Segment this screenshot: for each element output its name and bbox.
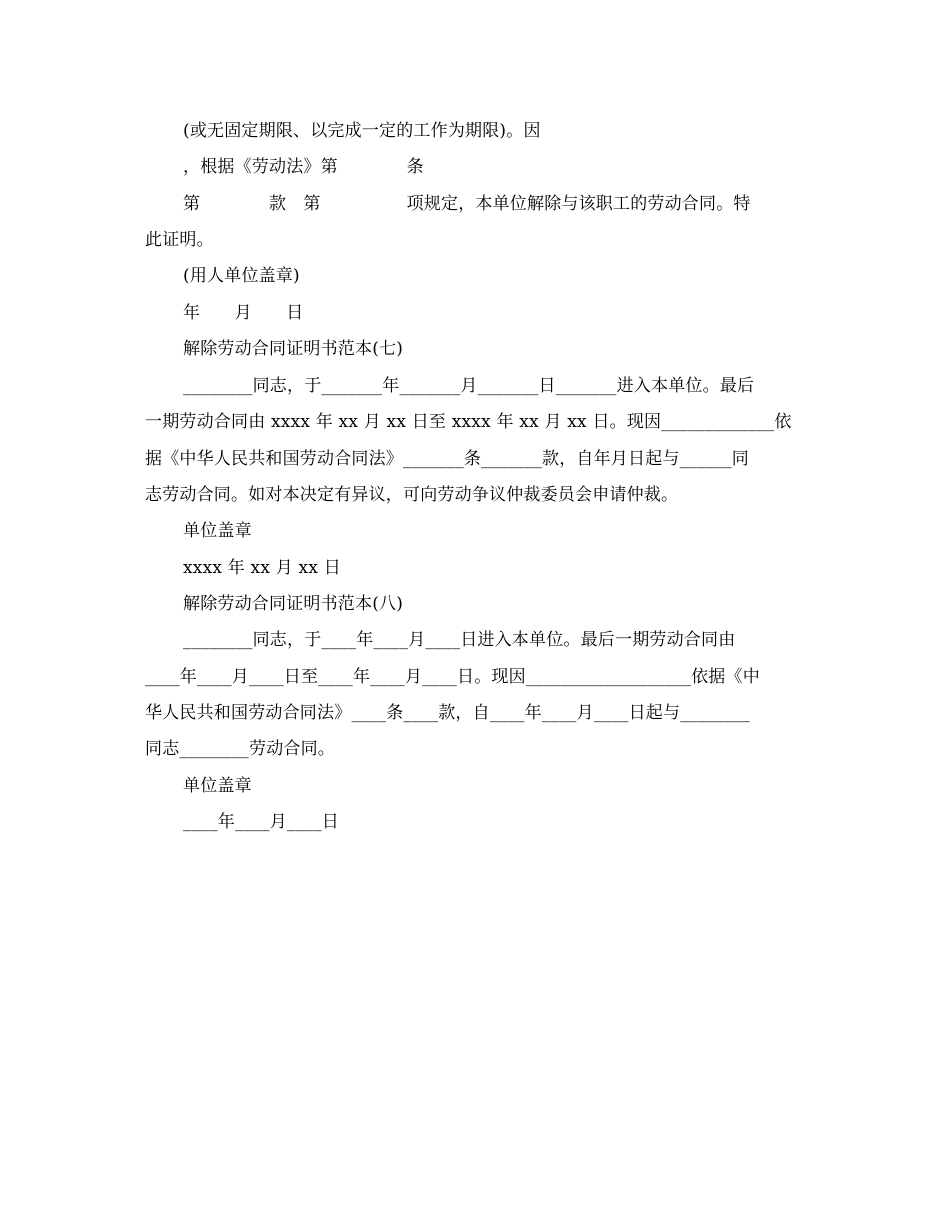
paragraph-line: ，根据《劳动法》第 条 bbox=[183, 157, 424, 177]
paragraph-line: (或无固定期限、以完成一定的工作为期限)。因 bbox=[183, 121, 541, 141]
section-heading: 解除劳动合同证明书范本(七) bbox=[183, 339, 404, 359]
paragraph-line: 一期劳动合同由 xxxx 年 xx 月 xx 日至 xxxx 年 xx 月 xx 日。现因_____________依 bbox=[145, 412, 792, 432]
stamp-label: 单位盖章 bbox=[183, 521, 252, 541]
paragraph-line: 据《中华人民共和国劳动合同法》_______条_______款，自年月日起与______同 bbox=[145, 449, 749, 469]
paragraph-line: 此证明。 bbox=[145, 230, 214, 250]
paragraph-line: ________同志，于____年____月____日进入本单位。最后一期劳动合同由 bbox=[183, 630, 736, 650]
date-line: ____年____月____日 bbox=[183, 812, 339, 832]
date-line: xxxx 年 xx 月 xx 日 bbox=[183, 558, 341, 578]
date-line: 年 月 日 bbox=[183, 303, 304, 323]
paragraph-line: 同志________劳动合同。 bbox=[145, 739, 335, 759]
paragraph-line: ________同志，于_______年_______月_______日_______进入本单位。最后 bbox=[183, 376, 755, 396]
paragraph-line: 华人民共和国劳动合同法》____条____款，自____年____月____日起与________ bbox=[145, 703, 750, 723]
paragraph-line: ____年____月____日至____年____月____日。现因___________________依据《中 bbox=[145, 667, 760, 687]
paragraph-line: 志劳动合同。如对本决定有异议，可向劳动争议仲裁委员会申请仲裁。 bbox=[145, 485, 679, 505]
stamp-label: 单位盖章 bbox=[183, 776, 252, 796]
section-heading: 解除劳动合同证明书范本(八) bbox=[183, 594, 404, 614]
paragraph-line: 第 款 第 项规定，本单位解除与该职工的劳动合同。特 bbox=[183, 194, 751, 214]
stamp-label: (用人单位盖章) bbox=[183, 266, 300, 286]
